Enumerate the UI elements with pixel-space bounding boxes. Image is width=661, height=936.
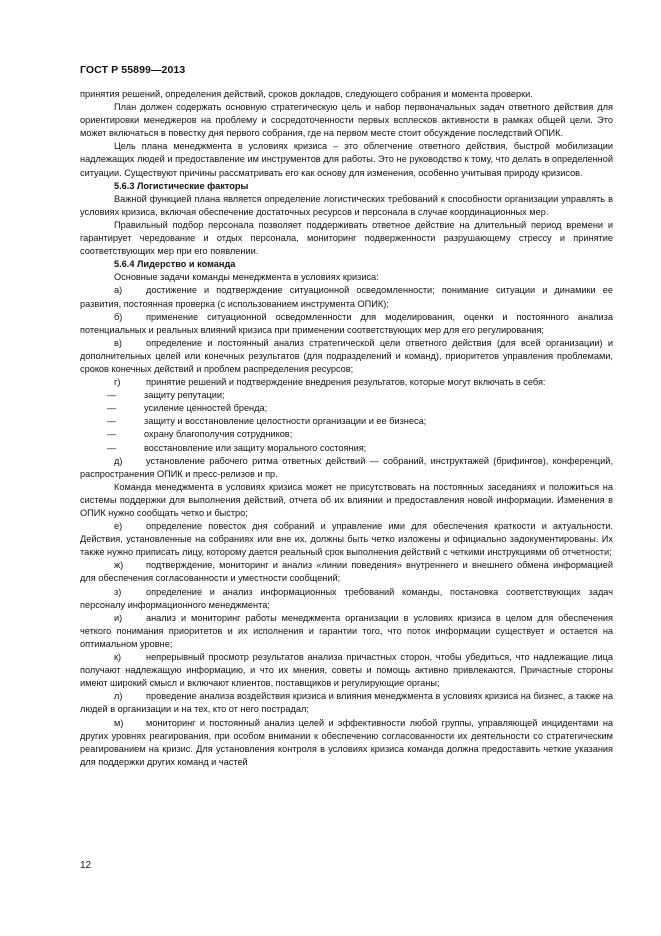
list-item xyxy=(80,651,613,690)
list-item-label: л) xyxy=(114,691,123,702)
list-item-text: анализ и мониторинг работы менеджмента организации в условиях кризиса в целом для обеспечения четкого понимания приоритетов и их исполнения и гарантии того, что поток информации существует и остается на оптимальном уровне; xyxy=(80,612,613,649)
list-item xyxy=(80,376,613,389)
list-item-label: б) xyxy=(114,311,123,322)
document-header: ГОСТ Р 55899—2013 xyxy=(80,64,186,76)
list-item xyxy=(80,520,613,559)
list-item xyxy=(80,612,613,651)
list-item xyxy=(80,337,613,376)
list-item-text: установление рабочего ритма ответных действий — собраний, инструктажей (брифингов), конференций, распространения ОПИК и пресс-релизов и пр. xyxy=(80,455,613,479)
list-item-text: непрерывный просмотр результатов анализа причастных сторон, чтобы убедиться, что надлежащие лица получают надлежащую информацию, и что их мнения, советы и помощь активно привлекаются. Причастные стороны имеют широкий смысл и включают клиентов, поставщиков и регулирующие органы; xyxy=(80,652,613,689)
list-item-label: к) xyxy=(114,652,122,663)
list-item xyxy=(80,311,613,337)
dash-list-item xyxy=(80,389,613,402)
list-item-text: определение и постоянный анализ стратегической цели ответного действия (для всей организации) и дополнительных целей или конечных результатов (для подразделений и команд), приоритетов управления проблемами, сроков конечных действий и проблем распределения ресурсов; xyxy=(80,337,613,374)
section-heading-5-6-3: 5.6.3 Логистические факторы xyxy=(114,180,249,191)
dash-list-item xyxy=(80,415,613,428)
paragraph: Основные задачи команды менеджмента в условиях кризиса: xyxy=(114,272,379,283)
list-item-label: а) xyxy=(114,285,123,296)
list-item xyxy=(80,690,613,716)
paragraph: Важной функцией плана является определение логистических требований к способности организации управлять в условиях кризиса, включая обеспечение достаточных ресурсов и персонала в случае координационных мер. xyxy=(80,193,613,217)
list-item-text: принятие решений и подтверждение внедрения результатов, которые могут включать в себя: xyxy=(146,377,546,388)
list-item-label: в) xyxy=(114,337,122,348)
dash-marker: — xyxy=(107,403,117,414)
list-item-text: подтверждение, мониторинг и анализ «линии поведения» внутреннего и внешнего обмена информацией для обеспечения согласованности и уместности сообщений; xyxy=(80,560,613,584)
page-number: 12 xyxy=(80,860,92,871)
paragraph: Правильный подбор персонала позволяет поддерживать ответное действие на длительный период времени и гарантирует чередование и отдых персонала, мониторинг подверженности разрушающему стрессу и принятие соответствующих мер при его появлении. xyxy=(80,219,613,257)
document-body xyxy=(80,88,613,769)
list-item-text: достижение и подтверждение ситуационной осведомленности; понимание ситуации и динамики ее развития, постоянная проверка (с использованием инструмента ОПИК); xyxy=(80,285,613,309)
paragraph: принятия решений, определения действий, сроков докладов, следующего собрания и момента проверки. xyxy=(80,89,533,99)
list-item-text: проведение анализа воздействия кризиса и влияния менеджмента в условиях кризиса на бизнес, а также на людей в организации и на тех, кто от него пострадал; xyxy=(80,691,613,715)
list-item-label: ж) xyxy=(114,560,124,571)
list-item xyxy=(80,717,613,769)
dash-list-item-text: защиту репутации; xyxy=(144,390,225,401)
paragraph: Команда менеджмента в условиях кризиса может не присутствовать на постоянных заседаниях и положиться на системы поддержки для выполнения действий, отчета об их влиянии и предоставления новой информации. Изменения в ОПИК нужно сообщать четко и быстро; xyxy=(80,481,613,518)
section-heading-5-6-4: 5.6.4 Лидерство и команда xyxy=(114,259,236,270)
dash-list-item-text: восстановление или защиту морального состояния; xyxy=(144,442,367,453)
list-item-label: и) xyxy=(114,612,123,623)
dash-list-item xyxy=(80,402,613,415)
paragraph: План должен содержать основную стратегическую цель и набор первоначальных задач ответного действия для ориентировки менеджеров на проблему и сосредоточенности первых всплесков активности в рамках общей цели. Это может включаться в повестку дня первого собрания, где на первом месте стоит обсуждение последствий ОПИК. xyxy=(80,102,613,139)
list-item xyxy=(80,559,613,585)
dash-list-item-text: охрану благополучия сотрудников; xyxy=(144,429,293,440)
list-item-label: д) xyxy=(114,455,123,466)
list-item xyxy=(80,586,613,612)
paragraph: Цель плана менеджмента в условиях кризиса – это облегчение ответного действия, быстрой мобилизации надлежащих людей и предоставление им инструментов для работы. Это не руководство к тому, что делать в определенной ситуации. Существуют причины рассматривать его как основу для изменения, особенно учитывая природу кризисов. xyxy=(80,141,613,178)
dash-marker: — xyxy=(107,442,117,453)
list-item-text: применение ситуационной осведомленности для моделирования, оценки и постоянного анализа потенциальных и реальных влияний кризиса при применении соответствующих мер для его регулирования; xyxy=(80,311,613,335)
list-item-text: определение и анализ информационных требований команды, постановка соответствующих задач персоналу информационного менеджмента; xyxy=(80,586,613,610)
list-item xyxy=(80,284,613,310)
list-item-label: е) xyxy=(114,521,123,532)
list-item-label: з) xyxy=(114,586,122,597)
dash-marker: — xyxy=(107,416,117,427)
list-item-text: определение повесток дня собраний и управление ими для обеспечения краткости и актуальности. Действия, установленные на собраниях или вне их, должны быть четко изложены и официально задокументированы. Их также нужно приписать лицу, которому дается реальный срок выполнения действий с четкими инструкциями об отчетности; xyxy=(80,521,613,558)
dash-marker: — xyxy=(107,390,117,401)
dash-list-item-text: усиление ценностей бренда; xyxy=(144,403,268,414)
dash-list-item-text: защиту и восстановление целостности организации и ее бизнеса; xyxy=(144,416,427,427)
dash-marker: — xyxy=(107,429,117,440)
list-item xyxy=(80,455,613,481)
list-item-label: м) xyxy=(114,717,124,728)
list-item-label: г) xyxy=(114,377,121,388)
list-item-text: мониторинг и постоянный анализ целей и эффективности любой группы, управляющей инцидентами на других уровнях реагирования, при особом внимании к обеспечению согласованности их деятельности со стратегическим реагированием на кризис. Для установления контроля в условиях кризиса команда должна предоставить четкие указания для поддержки других команд и частей xyxy=(80,717,613,767)
dash-list-item xyxy=(80,428,613,441)
dash-list-item xyxy=(80,442,613,455)
